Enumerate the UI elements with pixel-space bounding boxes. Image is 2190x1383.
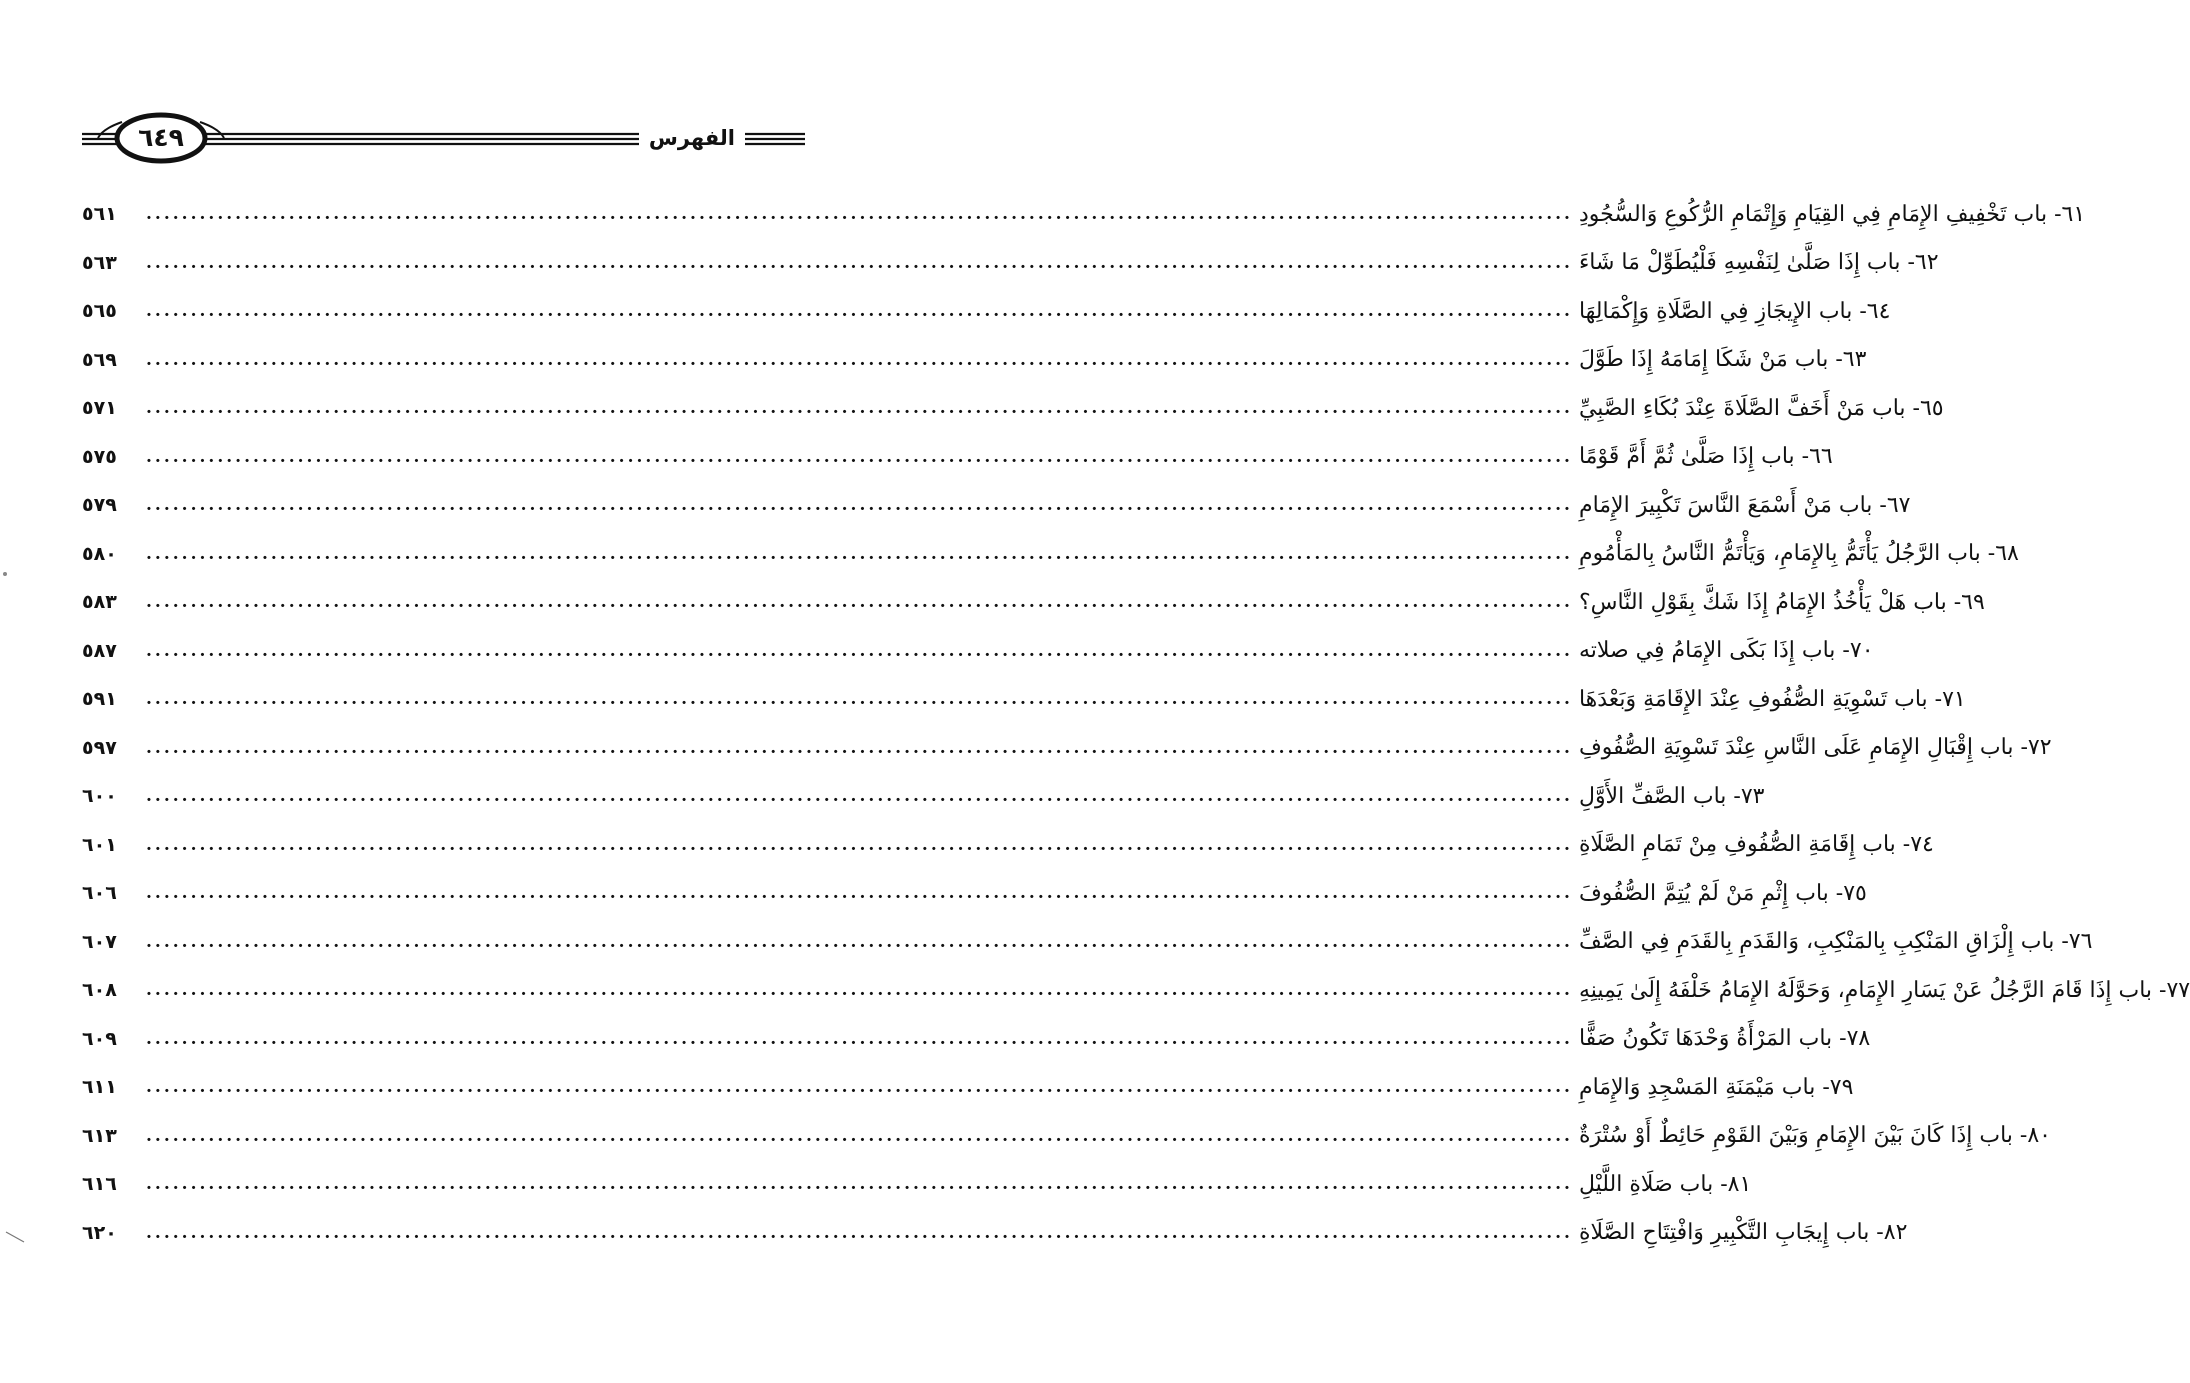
toc-entry	[82, 433, 1833, 482]
toc-page-number: ٥٧٩	[82, 494, 117, 517]
toc-leader-dots: ................................................................................................................................................................	[146, 204, 1573, 225]
toc-page-number: ٥٧١	[82, 397, 117, 420]
toc-entry	[82, 1160, 1752, 1209]
toc-page-number: ٥٦٥	[82, 300, 117, 323]
toc-page-number: ٦٠٦	[82, 882, 117, 905]
toc-leader-dots: ................................................................................................................................................................	[146, 786, 1573, 807]
toc-title: ٦١- باب تَخْفِيفِ الإِمَامِ فِي القِيَامِ وَإِتْمَامِ الرُّكُوعِ وَالسُّجُودِ	[1578, 201, 2086, 227]
toc-title: ٦٦- باب إِذَا صَلَّىٰ ثُمَّ أَمَّ قَوْمًا	[1578, 444, 1833, 470]
toc-entry	[82, 239, 1939, 288]
toc-leader-dots: ................................................................................................................................................................	[146, 349, 1573, 370]
toc-page-number: ٦٠١	[82, 833, 117, 856]
toc-title: ٨١- باب صَلَاةِ اللَّيْلِ	[1578, 1171, 1752, 1197]
toc-page-number: ٥٦١	[82, 203, 117, 226]
toc-title: ٧٢- باب إِقْبَالِ الإِمَامِ عَلَى النَّاسِ عِنْدَ تَسْوِيَةِ الصُّفُوفِ	[1578, 735, 2052, 761]
toc-title: ٧٠- باب إِذَا بَكَى الإِمَامُ فِي صلاته	[1578, 638, 1874, 664]
toc-entry	[82, 336, 1867, 385]
section-title: الفهرس	[639, 122, 745, 154]
toc-page-number: ٦١١	[82, 1076, 117, 1099]
toc-page-number: ٦١٦	[82, 1173, 117, 1196]
toc-title: ٦٣- باب مَنْ شَكَا إِمَامَهُ إِذَا طَوَّلَ	[1578, 347, 1867, 373]
toc-entry	[82, 966, 2190, 1015]
toc-leader-dots: ................................................................................................................................................................	[146, 737, 1573, 758]
toc-entry	[82, 481, 1911, 530]
toc-leader-dots: ................................................................................................................................................................	[146, 883, 1573, 904]
toc-title: ٧٧- باب إِذَا قَامَ الرَّجُلُ عَنْ يَسَارِ الإِمَامِ، وَحَوَّلَهُ الإِمَامُ خَلْفَهُ إِلَىٰ يَمِينِهِ	[1578, 977, 2190, 1003]
toc-leader-dots: ................................................................................................................................................................	[146, 1222, 1573, 1243]
toc-page-number: ٥٦٣	[82, 251, 117, 274]
toc-title: ٧٨- باب المَرْأَةُ وَحْدَهَا تَكُونُ صَفًّا	[1578, 1026, 1871, 1052]
toc-title: ٧٦- باب إِلْزَاقِ المَنْكِبِ بِالمَنْكِبِ، وَالقَدَمِ بِالقَدَمِ فِي الصَّفِّ	[1578, 929, 2093, 955]
toc-leader-dots: ................................................................................................................................................................	[146, 543, 1573, 564]
toc-entry	[82, 384, 1944, 433]
toc-title: ٧٥- باب إِثْمِ مَنْ لَمْ يُتِمَّ الصُّفُوفَ	[1578, 880, 1867, 906]
toc-title: ٦٢- باب إِذَا صَلَّىٰ لِنَفْسِهِ فَلْيُطَوِّلْ مَا شَاءَ	[1578, 250, 1939, 276]
toc-title: ٧٣- باب الصَّفِّ الأَوَّلِ	[1578, 783, 1765, 809]
toc-page-number: ٦٠٨	[82, 979, 117, 1002]
toc-page-number: ٥٩١	[82, 688, 117, 711]
toc-title: ٦٨- باب الرَّجُلُ يَأْتَمُّ بِالإِمَامِ، وَيَأْتَمُّ النَّاسُ بِالمَأْمُومِ	[1578, 541, 2019, 567]
toc-title: ٧٤- باب إِقَامَةِ الصُّفُوفِ مِنْ تَمَامِ الصَّلَاةِ	[1578, 832, 1934, 858]
toc-page-number: ٦٠٠	[82, 785, 117, 808]
toc-page-number: ٥٩٧	[82, 736, 117, 759]
toc-leader-dots: ................................................................................................................................................................	[146, 689, 1573, 710]
toc-entry	[82, 869, 1867, 918]
toc-leader-dots: ................................................................................................................................................................	[146, 980, 1573, 1001]
page-number: ٦٤٩	[138, 123, 184, 152]
toc-entry	[82, 530, 2019, 579]
toc-page-number: ٦٢٠	[82, 1221, 117, 1244]
toc-title: ٨٢- باب إِيجَابِ التَّكْبِيرِ وَافْتِتَاحِ الصَّلَاةِ	[1578, 1220, 1908, 1246]
toc-title: ٦٩- باب هَلْ يَأْخُذُ الإِمَامُ إِذَا شَكَّ بِقَوْلِ النَّاسِ؟	[1578, 589, 1985, 615]
toc-entry	[82, 675, 1966, 724]
toc-leader-dots: ................................................................................................................................................................	[146, 301, 1573, 322]
toc-entry	[82, 821, 1934, 870]
toc-page-number: ٥٨٧	[82, 639, 117, 662]
toc-leader-dots: ................................................................................................................................................................	[146, 592, 1573, 613]
toc-title: ٧١- باب تَسْوِيَةِ الصُّفُوفِ عِنْدَ الإِقَامَةِ وَبَعْدَهَا	[1578, 686, 1966, 712]
table-of-contents	[82, 190, 2190, 1270]
toc-entry	[82, 578, 1985, 627]
toc-page-number: ٥٨٠	[82, 542, 117, 565]
toc-leader-dots: ................................................................................................................................................................	[146, 931, 1573, 952]
toc-entry	[82, 918, 2093, 967]
toc-page-number: ٥٧٥	[82, 445, 117, 468]
toc-leader-dots: ................................................................................................................................................................	[146, 1028, 1573, 1049]
toc-title: ٦٥- باب مَنْ أَخَفَّ الصَّلَاةَ عِنْدَ بُكَاءِ الصَّبِيِّ	[1578, 395, 1944, 421]
toc-title: ٨٠- باب إِذَا كَانَ بَيْنَ الإِمَامِ وَبَيْنَ القَوْمِ حَائِطٌ أَوْ سُتْرَةٌ	[1578, 1123, 2051, 1149]
toc-leader-dots: ................................................................................................................................................................	[146, 834, 1573, 855]
toc-page-number: ٦٠٩	[82, 1027, 117, 1050]
toc-leader-dots: ................................................................................................................................................................	[146, 495, 1573, 516]
toc-leader-dots: ................................................................................................................................................................	[146, 640, 1573, 661]
toc-entry	[82, 1015, 1871, 1064]
page-header	[82, 112, 805, 164]
toc-leader-dots: ................................................................................................................................................................	[146, 1174, 1573, 1195]
toc-entry	[82, 1209, 1908, 1258]
toc-entry	[82, 1063, 1854, 1112]
toc-leader-dots: ................................................................................................................................................................	[146, 252, 1573, 273]
toc-entry	[82, 724, 2052, 773]
toc-page-number: ٦١٣	[82, 1124, 117, 1147]
toc-leader-dots: ................................................................................................................................................................	[146, 1125, 1573, 1146]
toc-entry	[82, 772, 1765, 821]
toc-page-number: ٥٨٣	[82, 591, 117, 614]
toc-page-number: ٦٠٧	[82, 930, 117, 953]
toc-leader-dots: ................................................................................................................................................................	[146, 446, 1573, 467]
toc-entry	[82, 287, 1891, 336]
toc-title: ٧٩- باب مَيْمَنَةِ المَسْجِدِ وَالإِمَامِ	[1578, 1074, 1854, 1100]
toc-entry	[82, 627, 1874, 676]
toc-title: ٦٤- باب الإِيجَازِ فِي الصَّلَاةِ وَإِكْمَالِهَا	[1578, 298, 1891, 324]
scan-mark	[6, 1230, 26, 1244]
toc-page-number: ٥٦٩	[82, 348, 117, 371]
toc-leader-dots: ................................................................................................................................................................	[146, 1077, 1573, 1098]
toc-leader-dots: ................................................................................................................................................................	[146, 398, 1573, 419]
toc-entry	[82, 190, 2086, 239]
toc-title: ٦٧- باب مَنْ أَسْمَعَ النَّاسَ تَكْبِيرَ الإِمَامِ	[1578, 492, 1911, 518]
toc-entry	[82, 1112, 2051, 1161]
scan-speck	[3, 572, 7, 576]
